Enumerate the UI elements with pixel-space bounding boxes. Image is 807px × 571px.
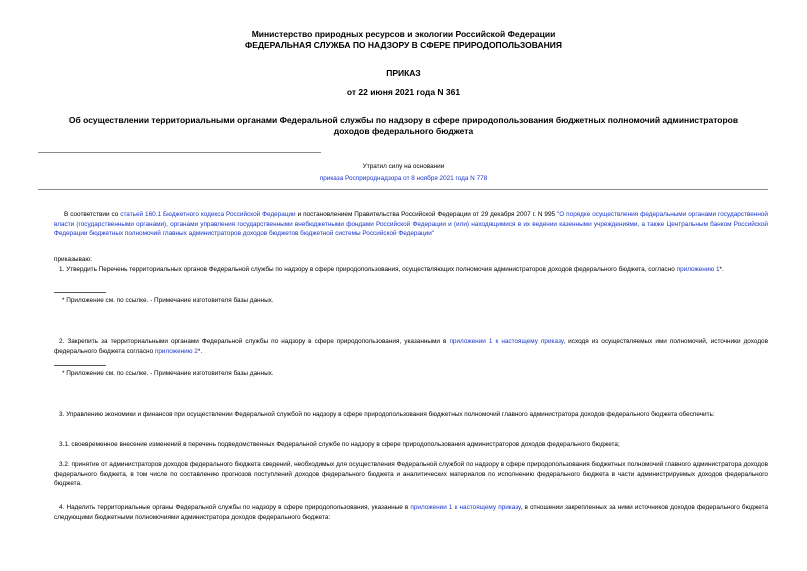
item-2-text: 2. Закрепить за территориальными органами Федеральной службы по надзору в сфере природопользования, указанными в [59,338,450,345]
budget-code-link[interactable]: статьей 160.1 Бюджетного кодекса Российской Федерации [120,211,296,218]
footnote-rule-2 [54,365,106,366]
item-4-end: , в отношении закрепленных за ними источников доходов федерального бюджета следующими бюджетными полномочиями администратора доходов федерального бюджета: [54,504,768,521]
separator-bottom [38,189,768,190]
document-type: ПРИКАЗ [386,68,421,78]
item-4 [54,503,768,522]
item-4-text: 4. Наделить территориальные органы Федеральной службы по надзору в сфере природопользования, указанные в [59,504,411,511]
appendix-1-order-link-2[interactable]: приложении 1 к настоящему приказу [410,504,521,511]
item-3-1: 3.1. своевременное внесение изменений в перечень подведомственных Федеральной службе по надзору в сфере природопользования администраторов доходов федерального бюджета; [59,441,620,448]
ministry-name: Министерство природных ресурсов и экологии Российской Федерации [251,29,556,39]
order-word: приказываю: [54,256,92,263]
appendix-1-link[interactable]: приложению 1 [676,266,720,273]
appendix-2-link[interactable]: приложению 2 [154,347,198,355]
repeal-order-link[interactable]: приказа Росприроднадзора от 8 ноября 2021 года N 778 [319,175,488,182]
separator-top [38,152,321,153]
appendix-1-order-link[interactable]: приложении 1 к настоящему приказу [449,338,564,345]
status-link-wrap [0,174,807,184]
preamble-paragraph [54,210,768,239]
document-date-number: от 22 июня 2021 года N 361 [346,87,461,97]
item-2-end: *. [197,347,203,355]
status-note: Утратил силу на основании [362,163,445,170]
item-3: 3. Управлению экономики и финансов при осуществлении Федеральной службой по надзору в сфере природопользования бюджетных полномочий главного администратора доходов федерального бюджета обеспечить: [59,411,715,418]
footnote-rule-1 [54,292,106,293]
item-3-2: 3.2. принятие от администраторов доходов федерального бюджета сведений, необходимых для осуществления Федеральной службой по надзору в сфере природопользования бюджетных полномочий главного администратора доходов федерального бюджета, в том числе по составлению прогнозов поступлений доходов федерального бюджета и аналитических материалов по исполнению федерального бюджета в части администрируемых доходов федерального бюджета. [54,461,768,487]
item-1-end: *. [719,266,724,273]
government-decree-link[interactable]: "О порядке осуществления федеральными органами государственной власти (государственными органами), органами управления государственными внебюджетными фондами Российской Федерации и (или) находящимися в их ведении казенными учреждениями, а также Центральным банком Российской Федерации бюджетных полномочий главных администраторов доходов бюджетов бюджетной системы Российской Федерации" [54,211,768,237]
item-2-mid: , исходя из осуществляемых ими полномочий, источники доходов федерального бюджета согласно [54,338,768,355]
item-1 [54,265,768,275]
footnote-1: * Приложение см. по ссылке. - Примечание изготовителя базы данных. [62,297,274,304]
item-2 [54,337,768,356]
document-title-line-1: Об осуществлении территориальными органами Федеральной службы по надзору в сфере природопользования бюджетных полномочий администраторов [68,115,739,125]
preamble-text-2: и постановлением Правительства Российской Федерации от 29 декабря 2007 г. N 995 [295,211,557,218]
footnote-2: * Приложение см. по ссылке. - Примечание изготовителя базы данных. [62,370,274,377]
document-title-line-2: доходов федерального бюджета [333,126,474,136]
preamble-text-1: В соответствии со [64,211,121,218]
item-1-text: 1. Утвердить Перечень территориальных органов Федеральной службы по надзору в сфере природопользования, осуществляющих полномочия администраторов доходов федерального бюджета, согласно [59,266,677,273]
service-name: ФЕДЕРАЛЬНАЯ СЛУЖБА ПО НАДЗОРУ В СФЕРЕ ПРИРОДОПОЛЬЗОВАНИЯ [245,40,562,50]
